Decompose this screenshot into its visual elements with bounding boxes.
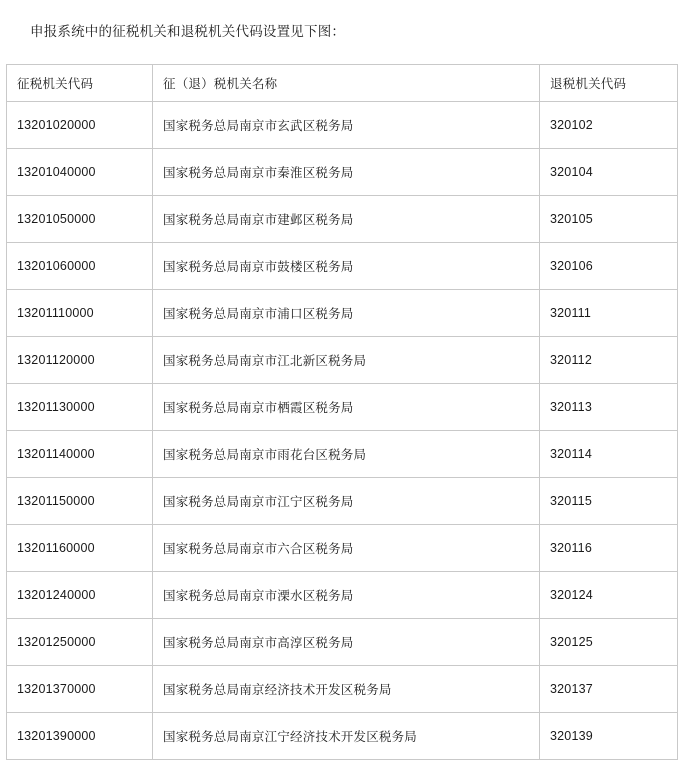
- cell-levy-code: 13201120000: [7, 336, 153, 383]
- cell-authority-name: 国家税务总局南京市高淳区税务局: [153, 618, 540, 665]
- cell-refund-code: 320116: [540, 524, 678, 571]
- table-row: [7, 195, 678, 242]
- cell-authority-name: 国家税务总局南京市六合区税务局: [153, 524, 540, 571]
- cell-refund-code: 320114: [540, 430, 678, 477]
- cell-authority-name: 国家税务总局南京市鼓楼区税务局: [153, 242, 540, 289]
- cell-levy-code: 13201250000: [7, 618, 153, 665]
- cell-levy-code: 13201140000: [7, 430, 153, 477]
- table-row: [7, 618, 678, 665]
- column-header-levy-code: 征税机关代码: [7, 64, 153, 101]
- table-row: [7, 336, 678, 383]
- cell-authority-name: 国家税务总局南京市玄武区税务局: [153, 101, 540, 148]
- cell-levy-code: 13201160000: [7, 524, 153, 571]
- cell-refund-code: 320104: [540, 148, 678, 195]
- table-header-row: [7, 64, 678, 101]
- cell-authority-name: 国家税务总局南京市江宁区税务局: [153, 477, 540, 524]
- cell-refund-code: 320106: [540, 242, 678, 289]
- table-row: [7, 242, 678, 289]
- cell-levy-code: 13201150000: [7, 477, 153, 524]
- cell-levy-code: 13201020000: [7, 101, 153, 148]
- cell-refund-code: 320125: [540, 618, 678, 665]
- cell-authority-name: 国家税务总局南京市溧水区税务局: [153, 571, 540, 618]
- table-row: [7, 477, 678, 524]
- table-row: [7, 289, 678, 336]
- cell-refund-code: 320113: [540, 383, 678, 430]
- cell-levy-code: 13201110000: [7, 289, 153, 336]
- intro-paragraph: 申报系统中的征税机关和退税机关代码设置见下图：: [30, 23, 346, 39]
- table-row: [7, 430, 678, 477]
- table-row: [7, 524, 678, 571]
- cell-refund-code: 320115: [540, 477, 678, 524]
- cell-levy-code: 13201130000: [7, 383, 153, 430]
- cell-refund-code: 320112: [540, 336, 678, 383]
- table-row: [7, 571, 678, 618]
- cell-refund-code: 320137: [540, 665, 678, 712]
- table-row: [7, 712, 678, 759]
- cell-authority-name: 国家税务总局南京经济技术开发区税务局: [153, 665, 540, 712]
- cell-authority-name: 国家税务总局南京市江北新区税务局: [153, 336, 540, 383]
- cell-levy-code: 13201370000: [7, 665, 153, 712]
- column-header-authority-name: 征（退）税机关名称: [153, 64, 540, 101]
- cell-refund-code: 320124: [540, 571, 678, 618]
- cell-levy-code: 13201040000: [7, 148, 153, 195]
- cell-levy-code: 13201390000: [7, 712, 153, 759]
- cell-authority-name: 国家税务总局南京市建邺区税务局: [153, 195, 540, 242]
- cell-refund-code: 320102: [540, 101, 678, 148]
- table-row: [7, 383, 678, 430]
- cell-levy-code: 13201240000: [7, 571, 153, 618]
- cell-levy-code: 13201050000: [7, 195, 153, 242]
- cell-refund-code: 320139: [540, 712, 678, 759]
- cell-authority-name: 国家税务总局南京江宁经济技术开发区税务局: [153, 712, 540, 759]
- table-row: [7, 665, 678, 712]
- cell-refund-code: 320111: [540, 289, 678, 336]
- cell-refund-code: 320105: [540, 195, 678, 242]
- cell-levy-code: 13201060000: [7, 242, 153, 289]
- cell-authority-name: 国家税务总局南京市栖霞区税务局: [153, 383, 540, 430]
- column-header-refund-code: 退税机关代码: [540, 64, 678, 101]
- cell-authority-name: 国家税务总局南京市雨花台区税务局: [153, 430, 540, 477]
- table-row: [7, 148, 678, 195]
- tax-authority-code-table: [6, 64, 678, 760]
- cell-authority-name: 国家税务总局南京市浦口区税务局: [153, 289, 540, 336]
- table-row: [7, 101, 678, 148]
- document-page: [0, 14, 683, 760]
- cell-authority-name: 国家税务总局南京市秦淮区税务局: [153, 148, 540, 195]
- table-header: [7, 64, 678, 101]
- table-body: [7, 101, 678, 759]
